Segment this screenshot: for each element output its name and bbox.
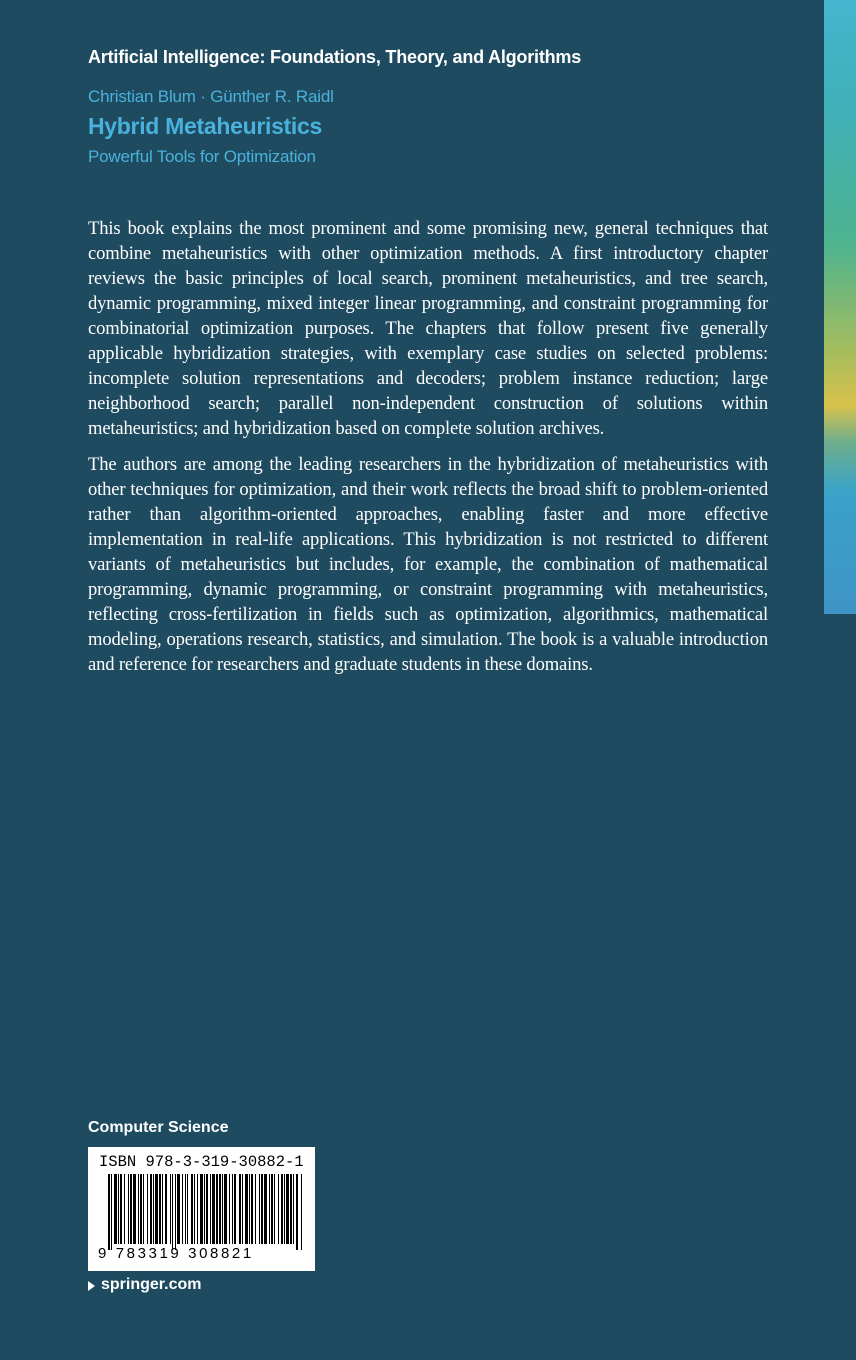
barcode-bar (114, 1174, 117, 1244)
barcode-bar (242, 1174, 243, 1244)
barcode-bar (155, 1174, 158, 1244)
barcode-bar (111, 1174, 112, 1250)
isbn-barcode (88, 1147, 315, 1271)
barcode-bar (133, 1174, 136, 1244)
barcode-bar (140, 1174, 142, 1244)
color-gradient-stripe (824, 0, 856, 614)
barcode-bar (130, 1174, 132, 1244)
publisher-website[interactable] (88, 1276, 201, 1294)
barcode-bar (271, 1174, 273, 1244)
barcode-bar (128, 1174, 129, 1244)
barcode-bar (175, 1174, 176, 1250)
barcode-bar (118, 1174, 119, 1244)
barcode-bar (124, 1174, 125, 1244)
barcode-bar (229, 1174, 230, 1244)
barcode-bar (232, 1174, 233, 1244)
barcode-bar (150, 1174, 152, 1244)
website-label[interactable]: springer.com (101, 1276, 202, 1293)
book-authors: Christian Blum · Günther R. Raidl (88, 87, 334, 106)
barcode-bar (138, 1174, 139, 1244)
barcode-bar (259, 1174, 260, 1244)
barcode-bar (274, 1174, 275, 1244)
isbn-label: ISBN 978-3-319-30882-1 (99, 1153, 304, 1171)
barcode-bar (224, 1174, 227, 1244)
barcode-bar (108, 1174, 110, 1250)
barcode-bar (187, 1174, 188, 1244)
barcode-bar (172, 1174, 173, 1250)
barcode-bar (191, 1174, 193, 1244)
barcode-bar (222, 1174, 223, 1244)
barcode-bar (194, 1174, 195, 1244)
arrow-right-icon (88, 1281, 95, 1291)
barcode-bar (204, 1174, 205, 1244)
barcode-bar (216, 1174, 218, 1244)
series-title: Artificial Intelligence: Foundations, Theory, and Algorithms (88, 47, 582, 67)
barcode-bar (165, 1174, 167, 1244)
barcode-bar (255, 1174, 256, 1244)
description-paragraph-1: This book explains the most prominent and some promising new, general techniques that combine metaheuristics with other optimization methods. A first introductory chapter reviews the basic principles of local search, prominent metaheuristics, and tree search, dynamic programming, mixed integer linear programming, and constraint programming for combinatorial optimization purposes. The chapters that follow present five generally applicable hybridization strategies, with exemplary case studies on selected problems: incomplete solution representations and decoders; problem instance reduction; large neighborhood search; parallel non-independent construction of solutions within metaheuristics; and hybridization based on complete solution archives. (88, 218, 768, 439)
barcode-bar (219, 1174, 221, 1244)
barcode-bar (239, 1174, 241, 1244)
book-title: Hybrid Metaheuristics (88, 113, 322, 139)
barcode-bar (162, 1174, 163, 1244)
book-subtitle: Powerful Tools for Optimization (88, 147, 316, 166)
barcode-bar (261, 1174, 263, 1244)
book-description (88, 216, 768, 688)
barcode-bar (264, 1174, 267, 1244)
barcode-bar (245, 1174, 248, 1244)
barcode-bar (153, 1174, 154, 1244)
barcode-bar (296, 1174, 298, 1250)
barcode-bar (284, 1174, 285, 1244)
barcode-bar (147, 1174, 148, 1244)
barcode-bar (293, 1174, 294, 1244)
subject-category: Computer Science (88, 1119, 229, 1136)
barcode-bar (301, 1174, 302, 1250)
barcode-bar (170, 1174, 171, 1244)
barcode-bar (278, 1174, 279, 1244)
barcode-bar (182, 1174, 183, 1244)
barcode-bar (269, 1174, 270, 1244)
barcode-bar (251, 1174, 253, 1244)
description-paragraph-2: The authors are among the leading researchers in the hybridization of metaheuristics with other techniques for optimization, and their work reflects the broad shift to problem-oriented rather than algorithm-oriented approaches, enabling faster and more effective implementation in real-life applications. This hybridization is not restricted to different variants of metaheuristics but includes, for example, the combination of mathematical programming, dynamic programming, or constraint programming with metaheuristics, reflecting cross-fertilization in fields such as optimization, algorithmics, mathematical modeling, operations research, statistics, and simulation. The book is a valuable introduction and reference for researchers and graduate students in these domains. (88, 454, 768, 675)
barcode-bar (212, 1174, 215, 1244)
barcode-bar (210, 1174, 211, 1244)
barcode-bar (197, 1174, 198, 1244)
barcode-bar (249, 1174, 250, 1244)
barcode-bar (200, 1174, 203, 1244)
barcode-bar (234, 1174, 236, 1244)
barcode-bar (143, 1174, 144, 1244)
barcode-bar (177, 1174, 180, 1244)
barcode-bar (286, 1174, 289, 1244)
barcode-digits: 9 783319 308821 (98, 1245, 254, 1262)
barcode-bar (159, 1174, 161, 1244)
barcode-bar (290, 1174, 292, 1244)
barcode-bar (281, 1174, 283, 1244)
barcode-bar (206, 1174, 208, 1244)
barcode-bar (185, 1174, 186, 1244)
barcode-bar (120, 1174, 122, 1244)
